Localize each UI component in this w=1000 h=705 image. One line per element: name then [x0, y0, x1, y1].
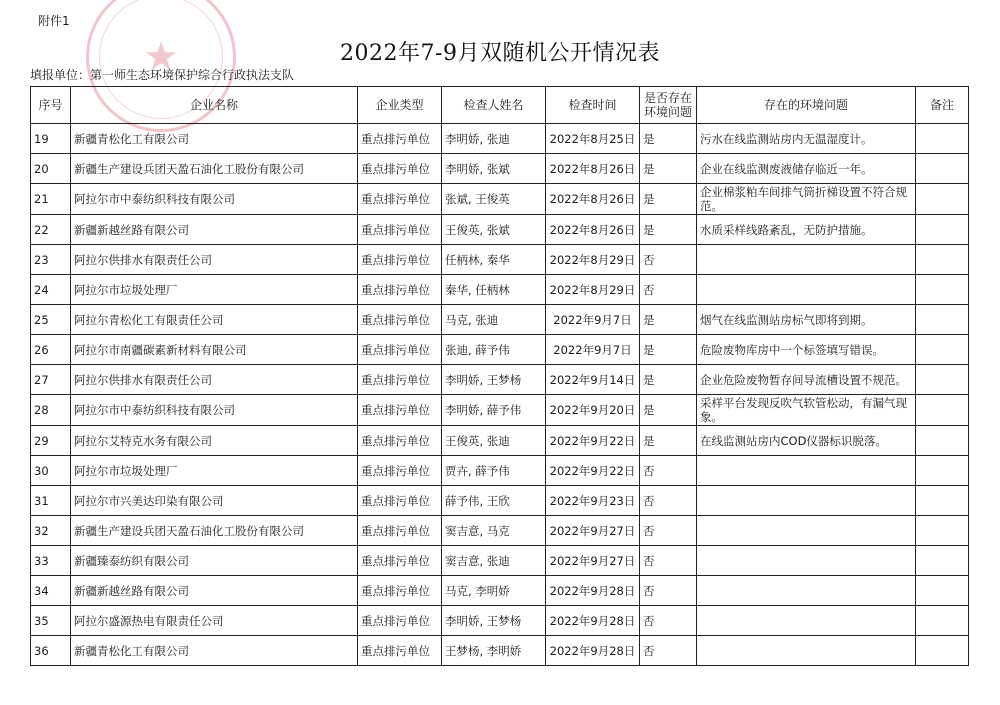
has-issue-cell: 否: [640, 275, 697, 305]
company-name-cell: 阿拉尔市中泰纺织科技有限公司: [71, 395, 358, 426]
has-issue-cell: 是: [640, 426, 697, 456]
remark-cell: [916, 215, 969, 245]
table-row: [31, 184, 969, 215]
company-type-cell: 重点排污单位: [358, 576, 442, 606]
inspector-names-cell: 贾卉, 薛予伟: [442, 456, 546, 486]
remark-cell: [916, 305, 969, 335]
has-issue-cell: 否: [640, 546, 697, 576]
company-name-cell: 阿拉尔市南疆碳素新材料有限公司: [71, 335, 358, 365]
inspector-names-cell: 任柄林, 秦华: [442, 245, 546, 275]
has-issue-cell: 否: [640, 456, 697, 486]
issue-description-cell: 危险废物库房中一个标签填写错误。: [697, 335, 916, 365]
inspector-names-cell: 秦华, 任柄林: [442, 275, 546, 305]
company-name-cell: 阿拉尔青松化工有限责任公司: [71, 305, 358, 335]
row-number-cell: 33: [31, 546, 71, 576]
remark-cell: [916, 516, 969, 546]
row-number-cell: 28: [31, 395, 71, 426]
company-type-cell: 重点排污单位: [358, 335, 442, 365]
remark-cell: [916, 245, 969, 275]
company-name-cell: 新疆生产建设兵团天盈石油化工股份有限公司: [71, 516, 358, 546]
company-type-cell: 重点排污单位: [358, 215, 442, 245]
issue-description-cell: 水质采样线路紊乱，无防护措施。: [697, 215, 916, 245]
inspector-names-cell: 张迪, 薛予伟: [442, 335, 546, 365]
has-issue-cell: 否: [640, 576, 697, 606]
row-number-cell: 26: [31, 335, 71, 365]
table-row: [31, 395, 969, 426]
table-row: [31, 335, 969, 365]
inspection-date-cell: 2022年9月28日: [546, 636, 640, 666]
inspection-date-cell: 2022年9月22日: [546, 426, 640, 456]
column-header-no: 序号: [31, 87, 71, 124]
table-row: [31, 426, 969, 456]
issue-description-cell: [697, 275, 916, 305]
issue-description-cell: [697, 516, 916, 546]
row-number-cell: 31: [31, 486, 71, 516]
row-number-cell: 32: [31, 516, 71, 546]
table-body: [31, 124, 969, 666]
issue-description-cell: [697, 606, 916, 636]
remark-cell: [916, 365, 969, 395]
page-title: 2022年7-9月双随机公开情况表: [340, 41, 660, 66]
issue-description-cell: [697, 576, 916, 606]
remark-cell: [916, 335, 969, 365]
table-row: [31, 215, 969, 245]
row-number-cell: 20: [31, 154, 71, 184]
remark-cell: [916, 184, 969, 215]
remark-cell: [916, 456, 969, 486]
remark-cell: [916, 546, 969, 576]
has-issue-cell: 是: [640, 124, 697, 154]
row-number-cell: 27: [31, 365, 71, 395]
issue-description-cell: [697, 486, 916, 516]
table-row: [31, 486, 969, 516]
column-header-inspector: 检查人姓名: [442, 87, 546, 124]
company-type-cell: 重点排污单位: [358, 606, 442, 636]
inspector-names-cell: 王梦杨, 李明娇: [442, 636, 546, 666]
inspection-date-cell: 2022年9月28日: [546, 576, 640, 606]
company-name-cell: 阿拉尔市垃圾处理厂: [71, 275, 358, 305]
inspector-names-cell: 王俊英, 张迪: [442, 426, 546, 456]
company-name-cell: 阿拉尔艾特克水务有限公司: [71, 426, 358, 456]
has-issue-cell: 否: [640, 636, 697, 666]
remark-cell: [916, 275, 969, 305]
remark-cell: [916, 395, 969, 426]
issue-description-cell: 在线监测站房内COD仪器标识脱落。: [697, 426, 916, 456]
issue-description-cell: 采样平台发现反吹气软管松动，有漏气现象。: [697, 395, 916, 426]
company-type-cell: 重点排污单位: [358, 456, 442, 486]
issue-description-cell: [697, 456, 916, 486]
company-type-cell: 重点排污单位: [358, 184, 442, 215]
remark-cell: [916, 426, 969, 456]
has-issue-cell: 是: [640, 395, 697, 426]
inspection-date-cell: 2022年8月25日: [546, 124, 640, 154]
company-name-cell: 新疆生产建设兵团天盈石油化工股份有限公司: [71, 154, 358, 184]
inspection-date-cell: 2022年9月27日: [546, 546, 640, 576]
inspector-names-cell: 马克, 张迪: [442, 305, 546, 335]
table-row: [31, 124, 969, 154]
row-number-cell: 29: [31, 426, 71, 456]
has-issue-cell: 是: [640, 335, 697, 365]
table-row: [31, 245, 969, 275]
company-name-cell: 阿拉尔市垃圾处理厂: [71, 456, 358, 486]
company-type-cell: 重点排污单位: [358, 124, 442, 154]
inspector-names-cell: 王俊英, 张斌: [442, 215, 546, 245]
remark-cell: [916, 486, 969, 516]
inspection-date-cell: 2022年8月26日: [546, 184, 640, 215]
star-icon: ★: [143, 34, 179, 80]
remark-cell: [916, 636, 969, 666]
has-issue-cell: 否: [640, 486, 697, 516]
inspector-names-cell: 张斌, 王俊英: [442, 184, 546, 215]
inspector-names-cell: 李明娇, 王梦杨: [442, 365, 546, 395]
table-row: [31, 516, 969, 546]
table-row: [31, 365, 969, 395]
has-issue-cell: 否: [640, 245, 697, 275]
table-row: [31, 154, 969, 184]
inspection-date-cell: 2022年9月23日: [546, 486, 640, 516]
inspector-names-cell: 李明娇, 张斌: [442, 154, 546, 184]
issue-description-cell: 企业在线监测废液储存临近一年。: [697, 154, 916, 184]
fill-unit-label: 填报单位：第一师生态环境保护综合行政执法支队: [30, 68, 295, 82]
company-name-cell: 阿拉尔市中泰纺织科技有限公司: [71, 184, 358, 215]
column-header-name: 企业名称: [71, 87, 358, 124]
company-name-cell: 阿拉尔供排水有限责任公司: [71, 245, 358, 275]
column-header-date: 检查时间: [546, 87, 640, 124]
inspector-names-cell: 李明娇, 张迪: [442, 124, 546, 154]
issue-description-cell: 企业危险废物暂存间导流槽设置不规范。: [697, 365, 916, 395]
row-number-cell: 21: [31, 184, 71, 215]
inspection-date-cell: 2022年8月26日: [546, 154, 640, 184]
company-name-cell: 新疆青松化工有限公司: [71, 124, 358, 154]
column-header-has-issue: 是否存在环境问题: [640, 87, 697, 124]
inspection-date-cell: 2022年8月26日: [546, 215, 640, 245]
remark-cell: [916, 154, 969, 184]
company-type-cell: 重点排污单位: [358, 516, 442, 546]
has-issue-cell: 是: [640, 154, 697, 184]
row-number-cell: 35: [31, 606, 71, 636]
inspector-names-cell: 薛予伟, 王欣: [442, 486, 546, 516]
inspection-date-cell: 2022年9月7日: [546, 305, 640, 335]
inspection-date-cell: 2022年9月28日: [546, 606, 640, 636]
column-header-type: 企业类型: [358, 87, 442, 124]
inspector-names-cell: 马克, 李明娇: [442, 576, 546, 606]
company-type-cell: 重点排污单位: [358, 486, 442, 516]
has-issue-cell: 是: [640, 305, 697, 335]
has-issue-cell: 是: [640, 184, 697, 215]
table-row: [31, 305, 969, 335]
table-header-row: [31, 87, 969, 124]
issue-description-cell: 企业棉浆粕车间排气筒折梯设置不符合规范。: [697, 184, 916, 215]
inspection-date-cell: 2022年8月29日: [546, 245, 640, 275]
attachment-label: 附件1: [38, 14, 70, 28]
has-issue-cell: 是: [640, 215, 697, 245]
column-header-remark: 备注: [916, 87, 969, 124]
inspector-names-cell: 李明娇, 王梦杨: [442, 606, 546, 636]
table-row: [31, 576, 969, 606]
issue-description-cell: 烟气在线监测站房标气即将到期。: [697, 305, 916, 335]
remark-cell: [916, 606, 969, 636]
inspector-names-cell: 窦吉意, 张迪: [442, 546, 546, 576]
inspector-names-cell: 窦吉意, 马克: [442, 516, 546, 546]
company-type-cell: 重点排污单位: [358, 154, 442, 184]
company-name-cell: 阿拉尔供排水有限责任公司: [71, 365, 358, 395]
issue-description-cell: [697, 636, 916, 666]
table-row: [31, 636, 969, 666]
inspection-date-cell: 2022年9月20日: [546, 395, 640, 426]
company-name-cell: 阿拉尔盛源热电有限责任公司: [71, 606, 358, 636]
has-issue-cell: 否: [640, 516, 697, 546]
company-type-cell: 重点排污单位: [358, 275, 442, 305]
company-name-cell: 新疆青松化工有限公司: [71, 636, 358, 666]
issue-description-cell: [697, 245, 916, 275]
company-name-cell: 阿拉尔市兴美达印染有限公司: [71, 486, 358, 516]
company-type-cell: 重点排污单位: [358, 365, 442, 395]
inspection-date-cell: 2022年8月29日: [546, 275, 640, 305]
has-issue-cell: 否: [640, 606, 697, 636]
company-type-cell: 重点排污单位: [358, 245, 442, 275]
table-row: [31, 275, 969, 305]
has-issue-cell: 是: [640, 365, 697, 395]
company-type-cell: 重点排污单位: [358, 395, 442, 426]
row-number-cell: 36: [31, 636, 71, 666]
inspection-date-cell: 2022年9月14日: [546, 365, 640, 395]
row-number-cell: 25: [31, 305, 71, 335]
table-row: [31, 456, 969, 486]
company-type-cell: 重点排污单位: [358, 305, 442, 335]
inspection-date-cell: 2022年9月27日: [546, 516, 640, 546]
row-number-cell: 22: [31, 215, 71, 245]
company-name-cell: 新疆新越丝路有限公司: [71, 576, 358, 606]
company-type-cell: 重点排污单位: [358, 636, 442, 666]
company-type-cell: 重点排污单位: [358, 546, 442, 576]
inspection-table: [30, 86, 969, 666]
inspection-date-cell: 2022年9月7日: [546, 335, 640, 365]
row-number-cell: 23: [31, 245, 71, 275]
remark-cell: [916, 124, 969, 154]
issue-description-cell: 污水在线监测站房内无温湿度计。: [697, 124, 916, 154]
remark-cell: [916, 576, 969, 606]
row-number-cell: 30: [31, 456, 71, 486]
inspector-names-cell: 李明娇, 薛予伟: [442, 395, 546, 426]
table-row: [31, 606, 969, 636]
inspection-date-cell: 2022年9月22日: [546, 456, 640, 486]
company-name-cell: 新疆新越丝路有限公司: [71, 215, 358, 245]
row-number-cell: 24: [31, 275, 71, 305]
row-number-cell: 19: [31, 124, 71, 154]
company-type-cell: 重点排污单位: [358, 426, 442, 456]
table-row: [31, 546, 969, 576]
company-name-cell: 新疆臻泰纺织有限公司: [71, 546, 358, 576]
row-number-cell: 34: [31, 576, 71, 606]
issue-description-cell: [697, 546, 916, 576]
column-header-issue: 存在的环境问题: [697, 87, 916, 124]
